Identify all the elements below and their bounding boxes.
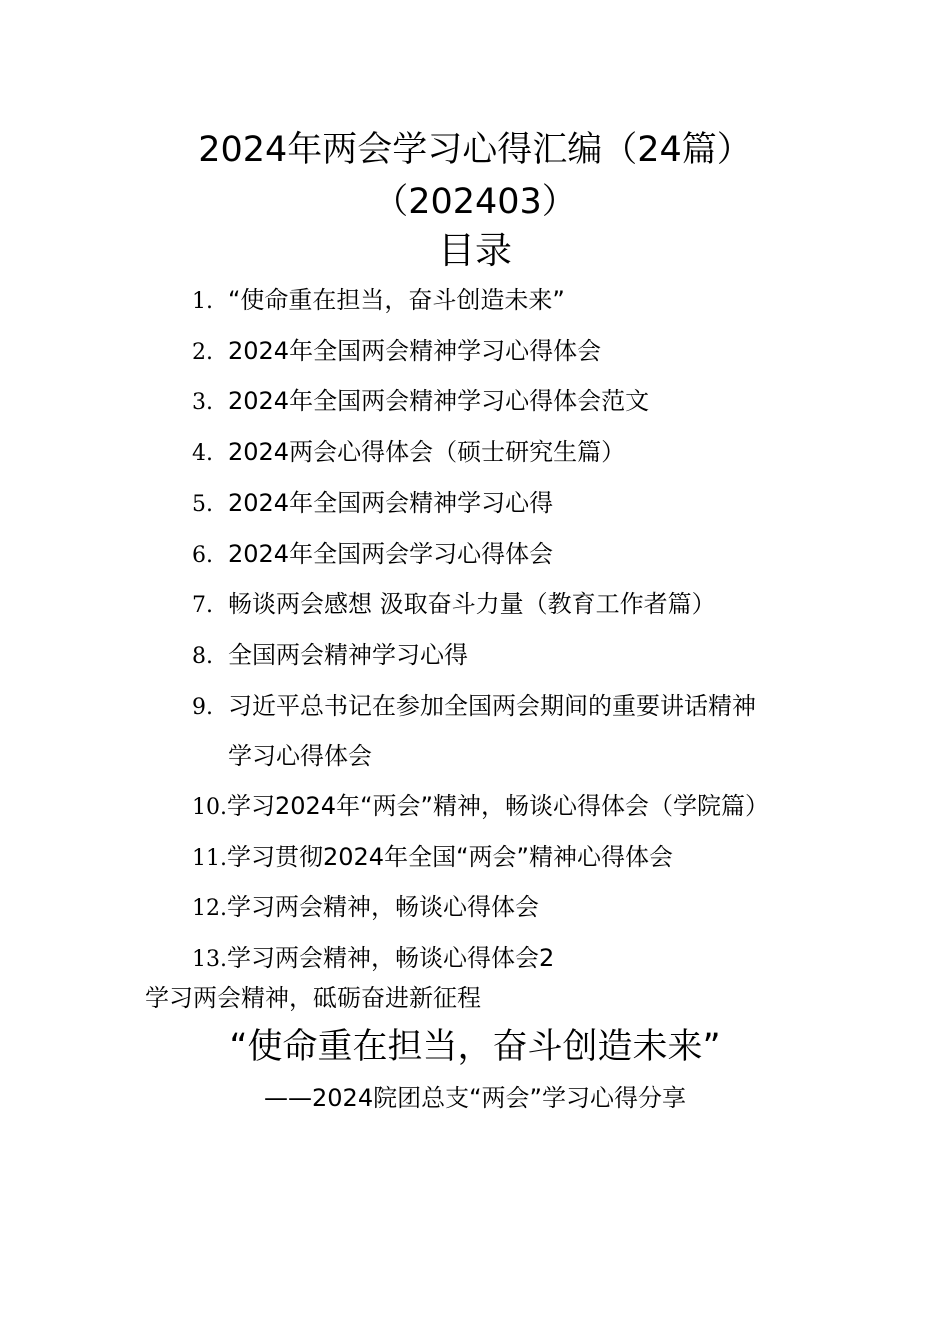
toc-entry-text: “使命重在担当，奋斗创造未来” xyxy=(228,286,565,314)
toc-number: 5. xyxy=(192,491,213,517)
document-date: （202403） xyxy=(373,182,577,222)
toc-item xyxy=(192,276,812,327)
toc-item xyxy=(192,530,812,581)
article-title: “使命重在担当，奋斗创造未来” xyxy=(229,1027,721,1067)
toc-number: 11. xyxy=(192,845,227,871)
toc-number: 6. xyxy=(192,542,213,568)
toc-entry-text: 全国两会精神学习心得 xyxy=(228,640,468,669)
toc-item xyxy=(192,580,812,631)
toc-entry-text: 学习贯彻2024年全国“两会”精神心得体会 xyxy=(227,842,673,871)
toc-item xyxy=(192,883,812,934)
toc-number: 13. xyxy=(192,947,227,973)
toc-entry-text: 学习两会精神，畅谈心得体会2 xyxy=(227,944,555,973)
toc-entry-text: 习近平总书记在参加全国两会期间的重要讲话精神 xyxy=(228,691,756,720)
toc-heading: 目录 xyxy=(438,229,512,272)
section-heading: 学习两会精神，砥砺奋进新征程 xyxy=(145,984,481,1012)
toc-item xyxy=(192,833,812,884)
table-of-contents xyxy=(192,276,812,985)
toc-entry-text: 2024年全国两会精神学习心得体会 xyxy=(228,336,602,365)
toc-item xyxy=(192,682,812,782)
toc-entry-text: 学习2024年“两会”精神，畅谈心得体会（学院篇） xyxy=(227,792,769,821)
toc-number: 8. xyxy=(192,643,213,669)
toc-entry-text: 2024年全国两会精神学习心得体会范文 xyxy=(228,387,650,416)
toc-item xyxy=(192,479,812,530)
toc-item xyxy=(192,377,812,428)
toc-number: 4. xyxy=(192,441,213,467)
toc-item xyxy=(192,782,812,833)
toc-number: 1. xyxy=(192,289,213,314)
document-title: 2024年两会学习心得汇编（24篇） xyxy=(198,130,752,170)
toc-item xyxy=(192,327,812,378)
toc-number: 9. xyxy=(192,694,213,720)
toc-number: 10. xyxy=(192,795,227,821)
article-subtitle: ——2024院团总支“两会”学习心得分享 xyxy=(264,1084,686,1112)
toc-number: 7. xyxy=(192,593,213,619)
toc-entry-text: 学习两会精神，畅谈心得体会 xyxy=(227,893,539,922)
toc-entry-text: 2024年全国两会精神学习心得 xyxy=(228,488,554,517)
toc-entry-text: 2024两会心得体会（硕士研究生篇） xyxy=(228,438,626,467)
toc-number: 2. xyxy=(192,339,213,365)
toc-entry-continuation: 学习心得体会 xyxy=(228,742,372,771)
toc-entry-text: 畅谈两会感想 汲取奋斗力量（教育工作者篇） xyxy=(228,590,716,619)
toc-number: 12. xyxy=(192,896,227,922)
toc-number: 3. xyxy=(192,390,213,416)
toc-item xyxy=(192,428,812,479)
toc-item xyxy=(192,631,812,682)
toc-entry-text: 2024年全国两会学习心得体会 xyxy=(228,539,554,568)
